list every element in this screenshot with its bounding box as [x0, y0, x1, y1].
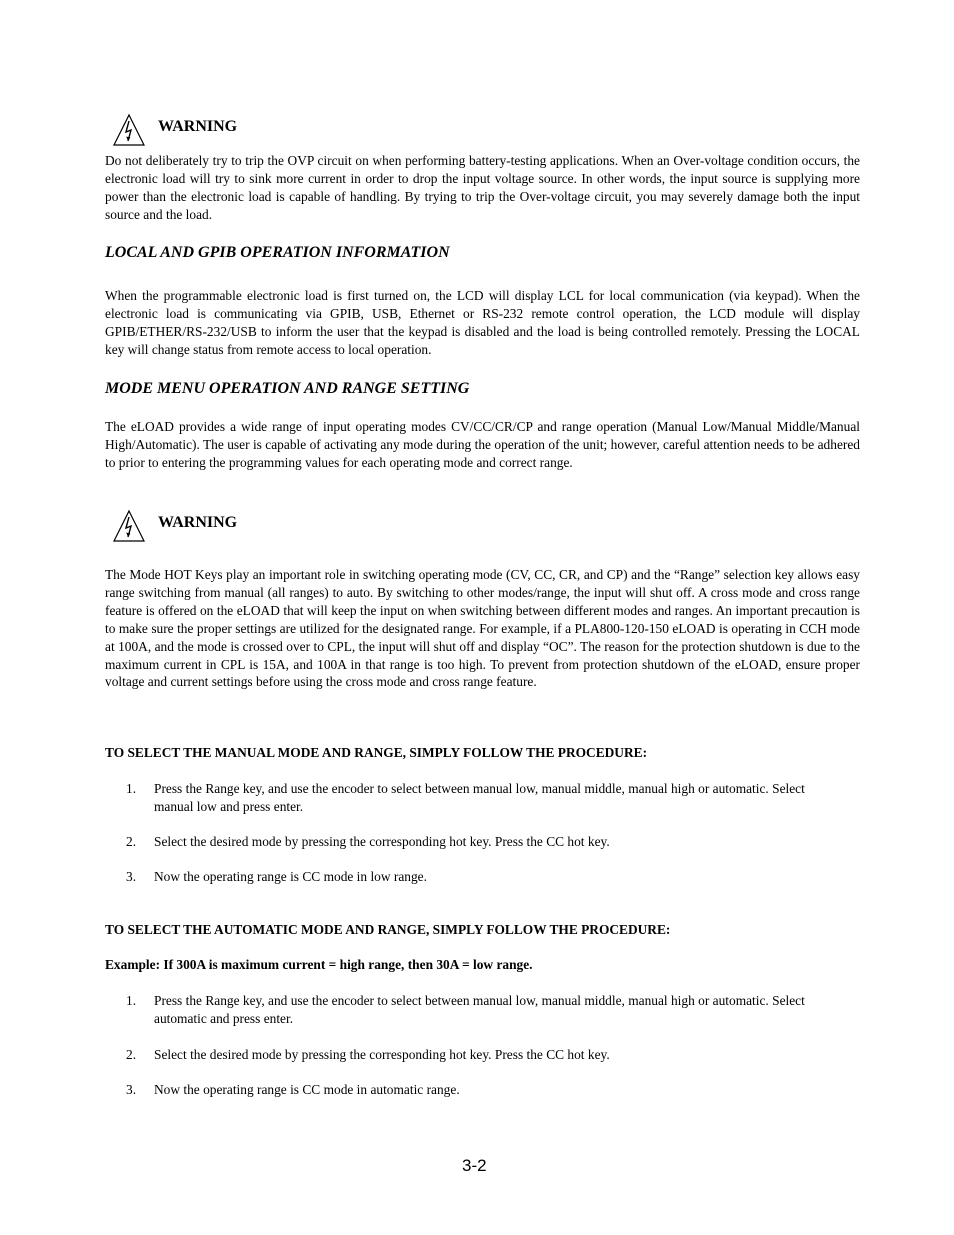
step-number: 3. [126, 869, 137, 884]
step-text: Press the Range key, and use the encoder to select between manual low, manual middle, manual high or automatic. Select manual low and press enter. [154, 781, 805, 814]
warning-title: WARNING [158, 514, 238, 531]
lightning-warning-icon [112, 509, 146, 543]
step-text: Now the operating range is CC mode in low range. [154, 869, 427, 884]
warning-title: WARNING [158, 118, 238, 135]
step-text: Select the desired mode by pressing the corresponding hot key. Press the CC hot key. [154, 1047, 610, 1062]
section-paragraph: When the programmable electronic load is first turned on, the LCD will display LCL for local communication (via keypad). When the electronic load is communicating via GPIB, USB, Ethernet or RS-232 remote control operation, the LCD module will display GPIB/ETHER/RS-232/USB to inform the user that the keypad is disabled and the load is being controlled remotely. Pressing the LOCAL key will change status from remote access to local operation. [105, 288, 860, 357]
page-number: 3-2 [462, 1156, 487, 1175]
step-text: Select the desired mode by pressing the corresponding hot key. Press the CC hot key. [154, 834, 610, 849]
example-note: Example: If 300A is maximum current = high range, then 30A = low range. [105, 957, 533, 972]
step-number: 2. [126, 1047, 137, 1062]
step-number: 1. [126, 993, 137, 1008]
step-text: Now the operating range is CC mode in automatic range. [154, 1082, 460, 1097]
section-paragraph: The eLOAD provides a wide range of input operating modes CV/CC/CR/CP and range operation (Manual Low/Manual Middle/Manual High/Automatic). The user is capable of activating any mode during the operation of the unit; however, careful attention needs to be adhered to prior to entering the programming values for each operating mode and correct range. [105, 419, 860, 470]
step-number: 2. [126, 834, 137, 849]
procedure-heading: TO SELECT THE AUTOMATIC MODE AND RANGE, SIMPLY FOLLOW THE PROCEDURE: [105, 922, 671, 937]
step-number: 1. [126, 781, 137, 796]
warning-text: The Mode HOT Keys play an important role in switching operating mode (CV, CC, CR, and CP) and the “Range” selection key allows easy range switching from manual (all ranges) to auto. By switching to other modes/range, the input will shut off. A cross mode and cross range feature is offered on the eLOAD that will keep the input on when switching between different modes and ranges. An important precaution is to make sure the proper settings are utilized for the designated range. For example, if a PLA800-120-150 eLOAD is operating in CCH mode at 100A, and the mode is crossed over to CPL, the input will shut off and display “OC”. The reason for the protection shutdown is due to the maximum current in CPL is 15A, and 100A in that range is too high. To prevent from protection shutdown of the eLOAD, ensure proper voltage and current settings before using the cross mode and cross range feature. [105, 567, 860, 690]
step-text: Press the Range key, and use the encoder to select between manual low, manual middle, manual high or automatic. Select automatic and press enter. [154, 993, 805, 1026]
step-number: 3. [126, 1082, 137, 1097]
section-heading: LOCAL AND GPIB OPERATION INFORMATION [105, 244, 450, 261]
section-heading: MODE MENU OPERATION AND RANGE SETTING [105, 380, 470, 397]
warning-text: Do not deliberately try to trip the OVP circuit on when performing battery-testing applications. When an Over-voltage condition occurs, the electronic load will try to sink more current in order to drop the input voltage source. In other words, the input source is supplying more power than the electronic load is capable of handling. By trying to trip the Over-voltage circuit, you may severely damage both the input source and the load. [105, 153, 860, 222]
procedure-heading: TO SELECT THE MANUAL MODE AND RANGE, SIMPLY FOLLOW THE PROCEDURE: [105, 745, 648, 760]
lightning-warning-icon [112, 113, 146, 147]
